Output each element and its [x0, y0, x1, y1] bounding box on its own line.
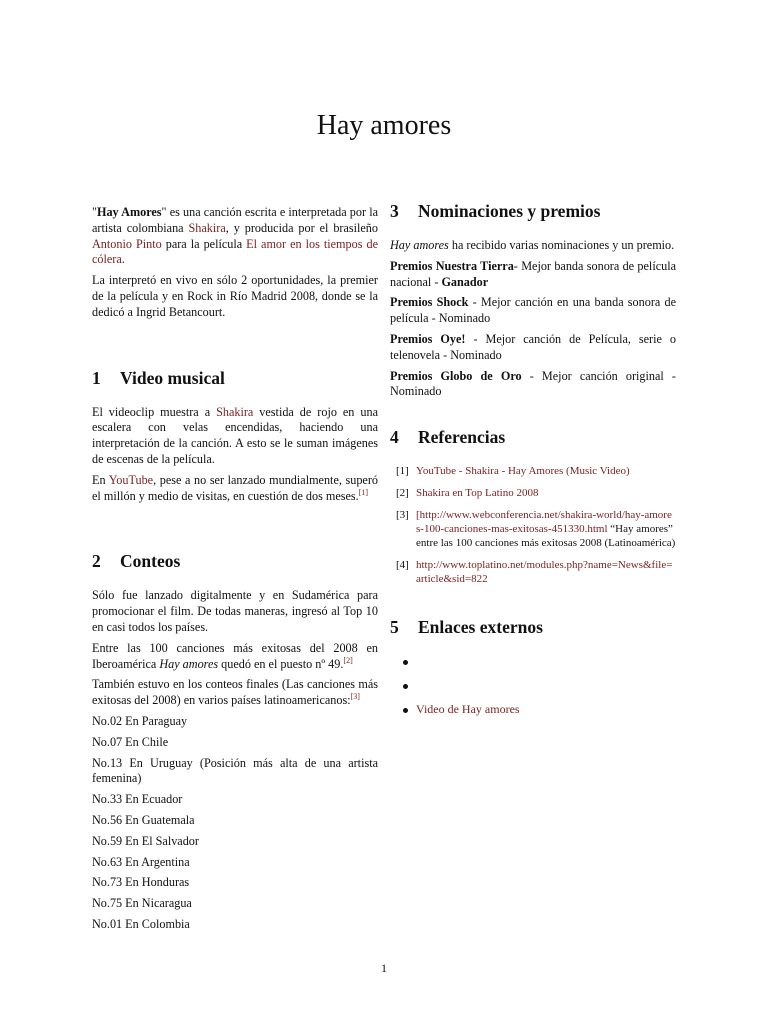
section-number: 1: [92, 367, 101, 388]
song-title-italic: Hay amores: [390, 238, 449, 252]
intro-text-4: .: [121, 252, 125, 267]
song-title-italic: Hay amores: [159, 656, 219, 671]
section-heading-nominaciones: [390, 200, 676, 222]
citation-1[interactable]: [1]: [358, 487, 369, 497]
reference-text: “Hay amores” entre las 100 canciones más exitosas 2008 (Latinoamérica): [416, 523, 676, 550]
reference-number: [1]: [396, 465, 409, 478]
award-result: Nominado: [438, 311, 491, 326]
intro-text-3: para la película: [161, 236, 247, 251]
chart-position-item: No.75 En Nicaragua: [92, 896, 192, 911]
chart-position-item: No.07 En Chile: [92, 734, 169, 749]
award-desc: - Mejor canción de Película, serie o telenovela -: [390, 331, 676, 362]
right-column: [390, 200, 676, 726]
award-name: Premios Nuestra Tierra: [390, 258, 514, 273]
award-item: [390, 332, 676, 364]
reference-link[interactable]: [http://www.webconferencia.net/shakira-world/hay-amores-100-canciones-mas-exitosas-451330.html: [416, 509, 672, 536]
award-item: [390, 259, 676, 291]
link-shakira[interactable]: Shakira: [188, 220, 226, 235]
award-desc: - Mejor banda sonora de película nacional -: [390, 258, 677, 289]
award-name: Premios Globo de Oro: [390, 368, 522, 383]
citation-3[interactable]: [3]: [350, 692, 360, 702]
external-link-item: [390, 654, 676, 670]
awards-intro: [390, 238, 676, 254]
chart-position-item: No.01 En Colombia: [92, 916, 190, 931]
chart-position-item: No.56 En Guatemala: [92, 812, 195, 827]
reference-number: [4]: [396, 559, 409, 572]
page-title: Hay amores: [316, 110, 452, 141]
conteos-text-2: quedó en el puesto nº 49.: [218, 656, 344, 671]
left-column: [92, 205, 378, 938]
award-result: Nominado: [450, 347, 502, 362]
section-number: 2: [92, 551, 101, 572]
section-heading-referencias: [390, 426, 676, 448]
chart-position-item: No.73 En Honduras: [92, 875, 190, 890]
section-title: Nominaciones y premios: [418, 201, 601, 221]
award-result: Ganador: [441, 274, 489, 289]
award-desc: - Mejor canción original -: [521, 368, 676, 383]
reference-item: [390, 464, 676, 478]
reference-item: [390, 486, 676, 500]
link-youtube[interactable]: YouTube: [108, 472, 154, 487]
reference-item: [390, 558, 676, 586]
external-link-item: [390, 678, 676, 694]
chart-position-item: No.02 En Paraguay: [92, 713, 188, 728]
conteos-paragraph-3: [92, 677, 378, 709]
chart-position-item: No.59 En El Salvador: [92, 833, 199, 848]
section-title: Conteos: [120, 551, 181, 572]
external-link-item: [390, 702, 676, 718]
reference-number: [2]: [396, 487, 409, 500]
reference-number: [3]: [396, 509, 409, 522]
page-number: 1: [381, 961, 387, 975]
awards-intro-text: ha recibido varias nominaciones y un premio.: [448, 238, 675, 252]
award-name: Premios Shock: [390, 295, 469, 310]
chart-position-item: No.13 En Uruguay (Posición más alta de una artista femenina): [92, 755, 378, 786]
quote-open: ": [92, 205, 97, 219]
chart-positions-list: [92, 714, 378, 933]
song-title-bold: Hay Amores: [96, 205, 162, 219]
intro-paragraph-2: La interpretó en vivo en sólo 2 oportunidades, la premier de la película y en Rock in Río Madrid 2008, donde se la dedicó a Ingrid Betancourt.: [92, 273, 378, 319]
section-title: Enlaces externos: [418, 617, 543, 638]
award-item: [390, 369, 676, 401]
video-paragraph-2: [92, 473, 378, 505]
intro-text-2: , y producida por el brasileño: [225, 220, 378, 235]
conteos-paragraph-2: [92, 641, 378, 673]
award-result: Nominado: [390, 384, 442, 399]
references-list: [390, 464, 676, 586]
external-links-list: [390, 654, 676, 718]
intro-paragraph-1: [92, 205, 378, 268]
link-antonio-pinto[interactable]: Antonio Pinto: [92, 236, 162, 251]
section-title: Referencias: [418, 427, 506, 448]
video-text-3: En: [92, 472, 109, 487]
external-link-video[interactable]: Video de Hay amores: [416, 702, 520, 717]
reference-link[interactable]: YouTube - Shakira - Hay Amores (Music Video): [416, 465, 630, 478]
award-item: [390, 295, 676, 327]
reference-link[interactable]: Shakira en Top Latino 2008: [416, 487, 539, 500]
video-paragraph-1: [92, 405, 378, 468]
section-heading-video-musical: [92, 367, 378, 389]
link-el-amor-en-los-tiempos-de-colera[interactable]: El amor en los tiempos de cólera: [92, 236, 378, 267]
conteos-text-1: Entre las 100 canciones más exitosas del 2008 en Iberoamérica: [92, 640, 378, 671]
section-heading-enlaces-externos: [390, 616, 676, 638]
reference-item: [390, 508, 676, 550]
section-number: 4: [390, 427, 399, 448]
conteos-text-3: También estuvo en los conteos finales (Las canciones más exitosas del 2008) en varios países latinoamericanos:: [92, 677, 378, 708]
citation-2[interactable]: [2]: [343, 655, 353, 665]
reference-link[interactable]: http://www.toplatino.net/modules.php?name=News&file=article&sid=822: [416, 559, 673, 586]
chart-position-item: No.33 En Ecuador: [92, 792, 183, 807]
section-number: 5: [390, 617, 399, 638]
video-text-1: El videoclip muestra a: [92, 404, 217, 419]
intro-text-1: " es una canción escrita e interpretada por la artista colombiana: [92, 205, 378, 235]
award-name: Premios Oye!: [390, 331, 466, 346]
section-title: Video musical: [120, 367, 225, 388]
chart-position-item: No.63 En Argentina: [92, 854, 190, 869]
conteos-paragraph-1: Sólo fue lanzado digitalmente y en Sudamérica para promocionar el film. De todas maneras, ingresó al Top 10 en casi todos los países.: [92, 588, 378, 634]
link-shakira-video[interactable]: Shakira: [216, 404, 254, 419]
video-text-4: , pese a no ser lanzado mundialmente, superó el millón y medio de visitas, en cuestión de dos meses.: [92, 472, 378, 503]
section-heading-conteos: [92, 550, 378, 572]
section-number: 3: [390, 201, 399, 221]
video-text-2: vestida de rojo en una escalera con velas encendidas, haciendo una interpretación de la canción. A esto se le suman imágenes de escenas de la película.: [92, 404, 378, 466]
award-desc: - Mejor canción en una banda sonora de película -: [390, 295, 676, 326]
